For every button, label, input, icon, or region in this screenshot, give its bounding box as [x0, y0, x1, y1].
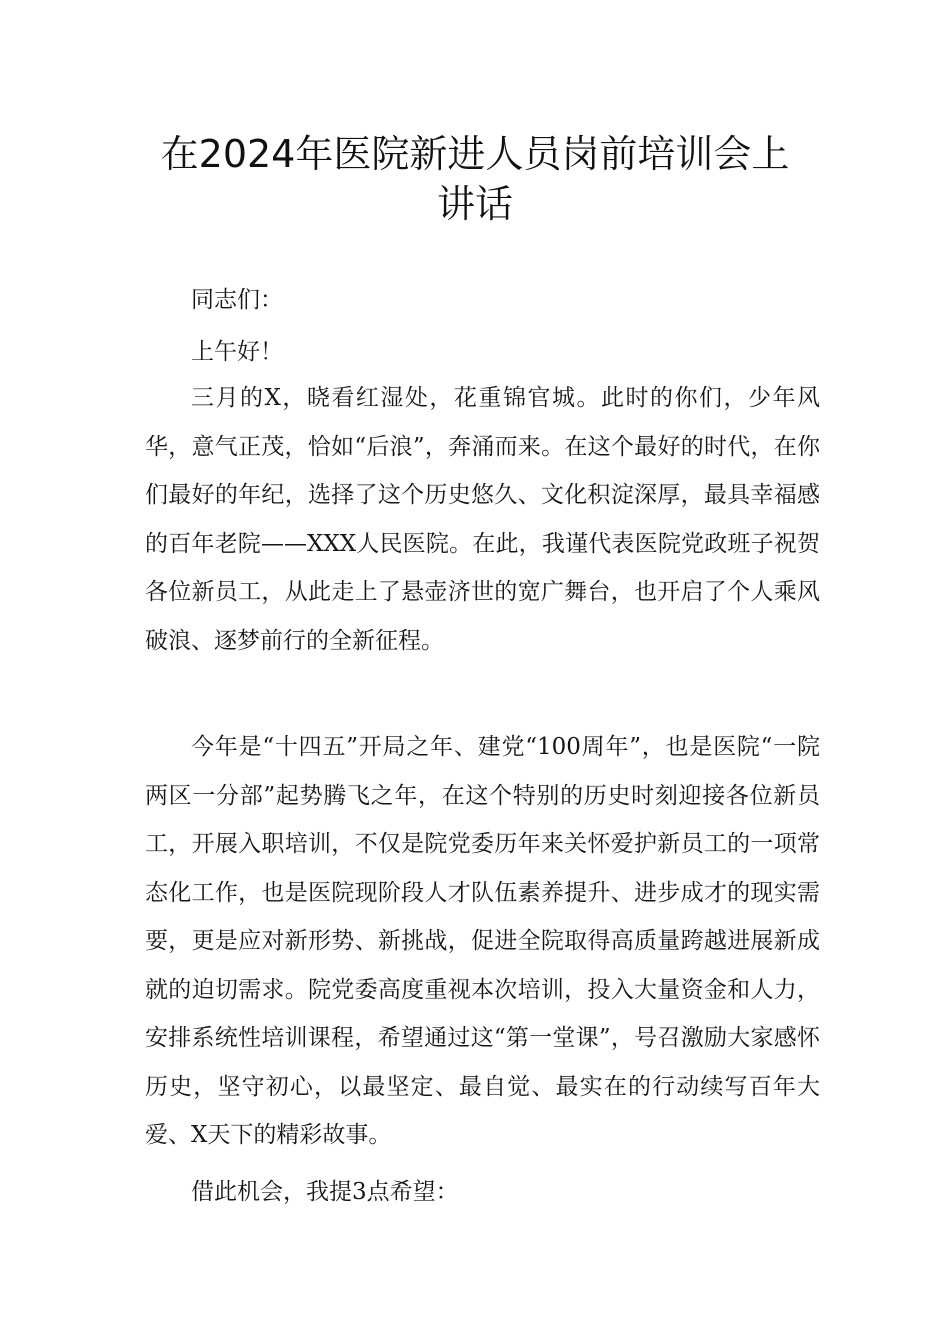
document-title-line-2: 讲话: [436, 182, 513, 226]
paragraph-2: 今年是“十四五”开局之年、建党“100周年”，也是医院“一院两区一分部”起势腾飞之年，在这个特别的历史时刻迎接各位新员工，开展入职培训，不仅是院党委历年来关怀爱护新员工的一项常态化工作，也是医院现阶段人才队伍素养提升、进步成才的现实需要，更是应对新形势、新挑战，促进全院取得高质量跨越进展新成就的迫切需求。院党委高度重视本次培训，投入大量资金和人力，安排系统性培训课程，希望通过这“第一堂课”，号召激励大家感怀历史，坚守初心，以最坚定、最自觉、最实在的行动续写百年大爱、X天下的精彩故事。: [145, 734, 820, 1148]
salutation: 同志们：: [191, 287, 283, 313]
paragraph-3: 借此机会，我提3点希望：: [191, 1179, 459, 1205]
greeting: 上午好！: [191, 339, 283, 365]
document-title-line-1: 在2024年医院新进人员岗前培训会上: [160, 132, 790, 176]
paragraph-1: 三月的X，晓看红湿处，花重锦官城。此时的你们，少年风华，意气正茂，恰如“后浪”，奔涌而来。在这个最好的时代，在你们最好的年纪，选择了这个历史悠久、文化积淀深厚，最具幸福感的百年老院——XXX人民医院。在此，我谨代表医院党政班子祝贺各位新员工，从此走上了悬壶济世的宽广舞台，也开启了个人乘风破浪、逐梦前行的全新征程。: [145, 385, 820, 654]
